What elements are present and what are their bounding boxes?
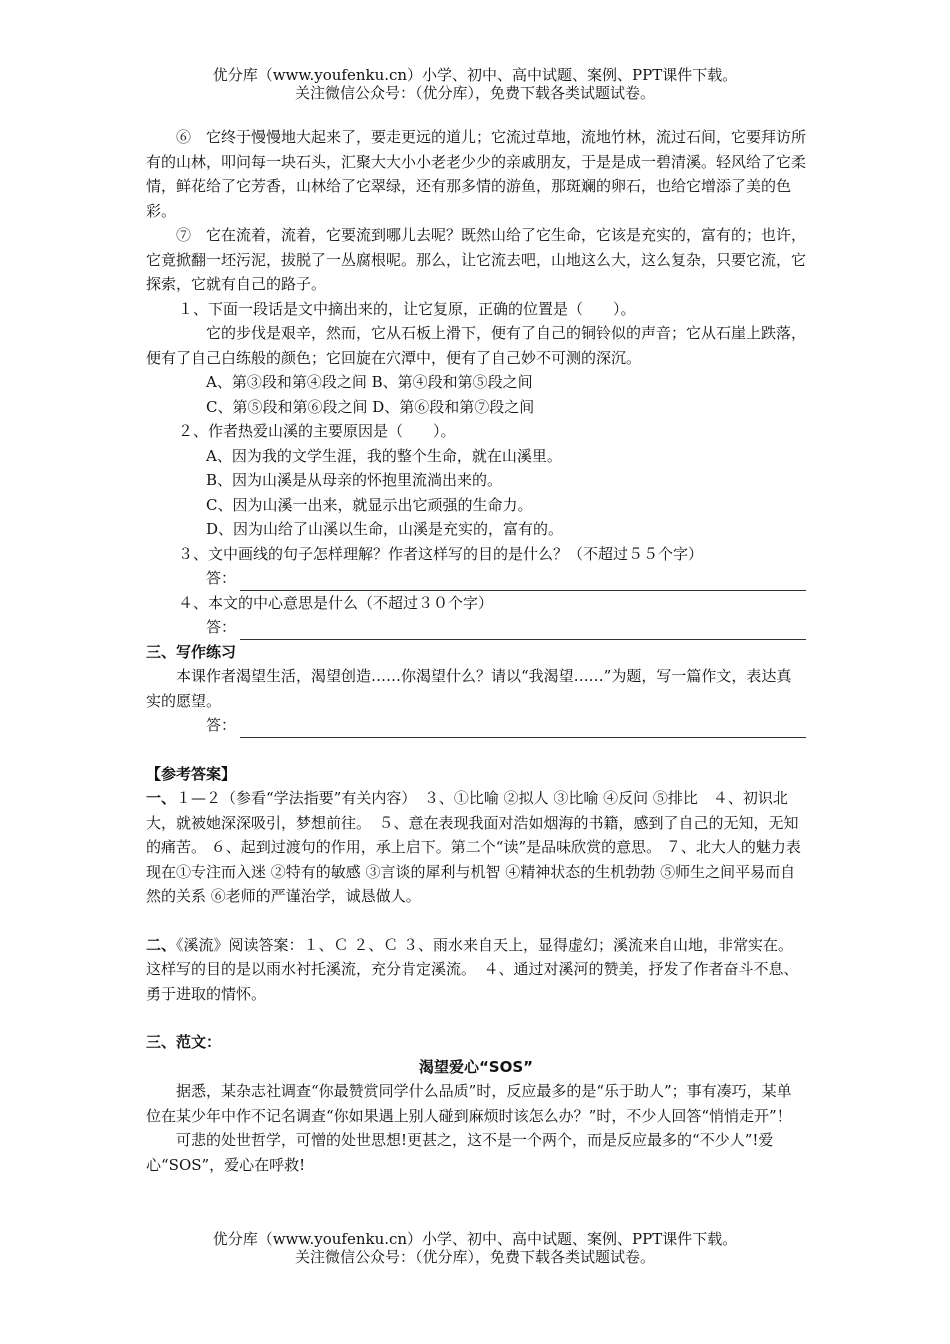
question-1-options-ab: A、第③段和第④段之间 B、第④段和第⑤段之间 <box>206 373 533 391</box>
answers-part-2 <box>146 933 806 1007</box>
answer-label: 答： <box>206 618 237 636</box>
question-2: ２、作者热爱山溪的主要原因是（ ）。 <box>178 422 456 440</box>
page-header <box>0 66 950 102</box>
answer-line <box>240 621 806 640</box>
answer-line <box>240 572 806 591</box>
answers-part-1-label: 一、 <box>146 789 177 807</box>
answers-part-1 <box>146 786 806 909</box>
question-2-option-a: A、因为我的文学生涯，我的整个生命，就在山溪里。 <box>206 446 562 465</box>
footer-line-1: 优分库（www.youfenku.cn）小学、初中、高中试题、案例、PPT课件下载。 <box>212 1230 738 1248</box>
paragraph-6: ⑥ 它终于慢慢地大起来了，要走更远的道儿；它流过草地，流地竹林，流过石间，它要拜访所有的山林，叩问每一块石头，汇聚大大小小老老少少的亲戚朋友，于是是成一碧清溪。轻风给了它柔情，鲜花给了它芳香，山林给了它翠绿，还有那多情的游鱼，那斑斓的卵石，也给它增添了美的色彩。 <box>146 128 807 220</box>
question-3-answer-row <box>146 566 806 591</box>
header-line-2: 关注微信公众号：（优分库），免费下载各类试题试卷。 <box>294 84 655 102</box>
essay-paragraph-1: 据悉，某杂志社调查“你最赞赏同学什么品质”时，反应最多的是“乐于助人”；事有凑巧，某单位在某少年中作不记名调查“你如果遇上别人碰到麻烦时该怎么办？”时，不少人回答“悄悄走开”！ <box>146 1082 792 1125</box>
answer-label: 答： <box>206 716 237 734</box>
answers-part-1-text: １—２（参看“学法指要”有关内容） ３、①比喻 ②拟人 ③比喻 ④反问 ⑤排比 ４、初识北大，就被她深深吸引，梦想前往。 ５、意在表现我面对浩如烟海的书籍，感到了自己的无知，无知的痛苦。 ６、起到过渡句的作用，承上启下。第二个“读”是品味欣赏的意思。 ７、北大人的魅力表现在①专注而入迷 ②特有的敏感 ③言谈的犀利与机智 ④精神状态的生机勃勃 ⑤师生之间平易而自然的关系 ⑥老师的严谨治学，诚恳做人。 <box>146 789 801 905</box>
answer-line <box>240 719 806 738</box>
answers-heading: 【参考答案】 <box>146 764 237 783</box>
question-4: ４、本文的中心意思是什么（不超过３０个字） <box>178 593 494 612</box>
writing-answer-row <box>146 713 806 738</box>
page-footer <box>0 1230 950 1266</box>
answers-part-2-label: 二、 <box>146 935 177 954</box>
question-2-option-b: B、因为山溪是从母亲的怀抱里流淌出来的。 <box>206 471 503 489</box>
paragraph-7: ⑦ 它在流着，流着，它要流到哪儿去呢？既然山给了它生命，它该是充实的，富有的；也许，它竟掀翻一坯污泥，拔脱了一丛腐根呢。那么，让它流去吧，山地这么大，这么复杂，只要它流，它探索，它就有自己的路子。 <box>146 226 807 293</box>
writing-prompt: 本课作者渴望生活，渴望创造……你渴望什么？请以“我渴望……”为题，写一篇作文，表达真实的愿望。 <box>146 667 792 710</box>
question-4-answer-row <box>146 615 806 640</box>
writing-heading: 三、写作练习 <box>146 642 237 661</box>
header-line-1: 优分库（www.youfenku.cn）小学、初中、高中试题、案例、PPT课件下载。 <box>212 66 738 84</box>
essay-title: 渴望爱心“SOS” <box>418 1057 534 1076</box>
question-2-option-d: D、因为山给了山溪以生命，山溪是充实的，富有的。 <box>206 520 564 538</box>
document-body <box>146 125 806 1177</box>
question-1: １、下面一段话是文中摘出来的，让它复原，正确的位置是（ ）。 <box>178 299 636 318</box>
answer-label: 答： <box>206 569 237 587</box>
question-2-option-c: C、因为山溪一出来，就显示出它顽强的生命力。 <box>206 495 533 514</box>
answers-part-2-text: 《溪流》阅读答案：１、Ｃ ２、Ｃ ３、雨水来自天上，显得虚幻；溪流来自山地，非常实在。这样写的目的是以雨水衬托溪流，充分肯定溪流。 ４、通过对溪河的赞美，抒发了作者奋斗不息、勇于进取的情怀。 <box>146 935 799 1003</box>
essay-paragraph-2: 可悲的处世哲学，可憎的处世思想!更甚之，这不是一个两个，而是反应最多的“不少人”!爱心“SOS”，爱心在呼救! <box>146 1131 774 1174</box>
question-1-passage: 它的步伐是艰辛，然而，它从石板上滑下，便有了自己的铜铃似的声音；它从石崖上跌落，便有了自己白练般的颜色；它回旋在穴潭中，便有了自己妙不可测的深沉。 <box>146 324 807 367</box>
question-1-options-cd: C、第⑤段和第⑥段之间 D、第⑥段和第⑦段之间 <box>206 397 535 416</box>
footer-line-2: 关注微信公众号：（优分库），免费下载各类试题试卷。 <box>294 1248 655 1266</box>
answers-part-3-label: 三、范文： <box>146 1033 222 1051</box>
question-3: ３、文中画线的句子怎样理解？作者这样写的目的是什么？（不超过５５个字） <box>178 544 704 563</box>
